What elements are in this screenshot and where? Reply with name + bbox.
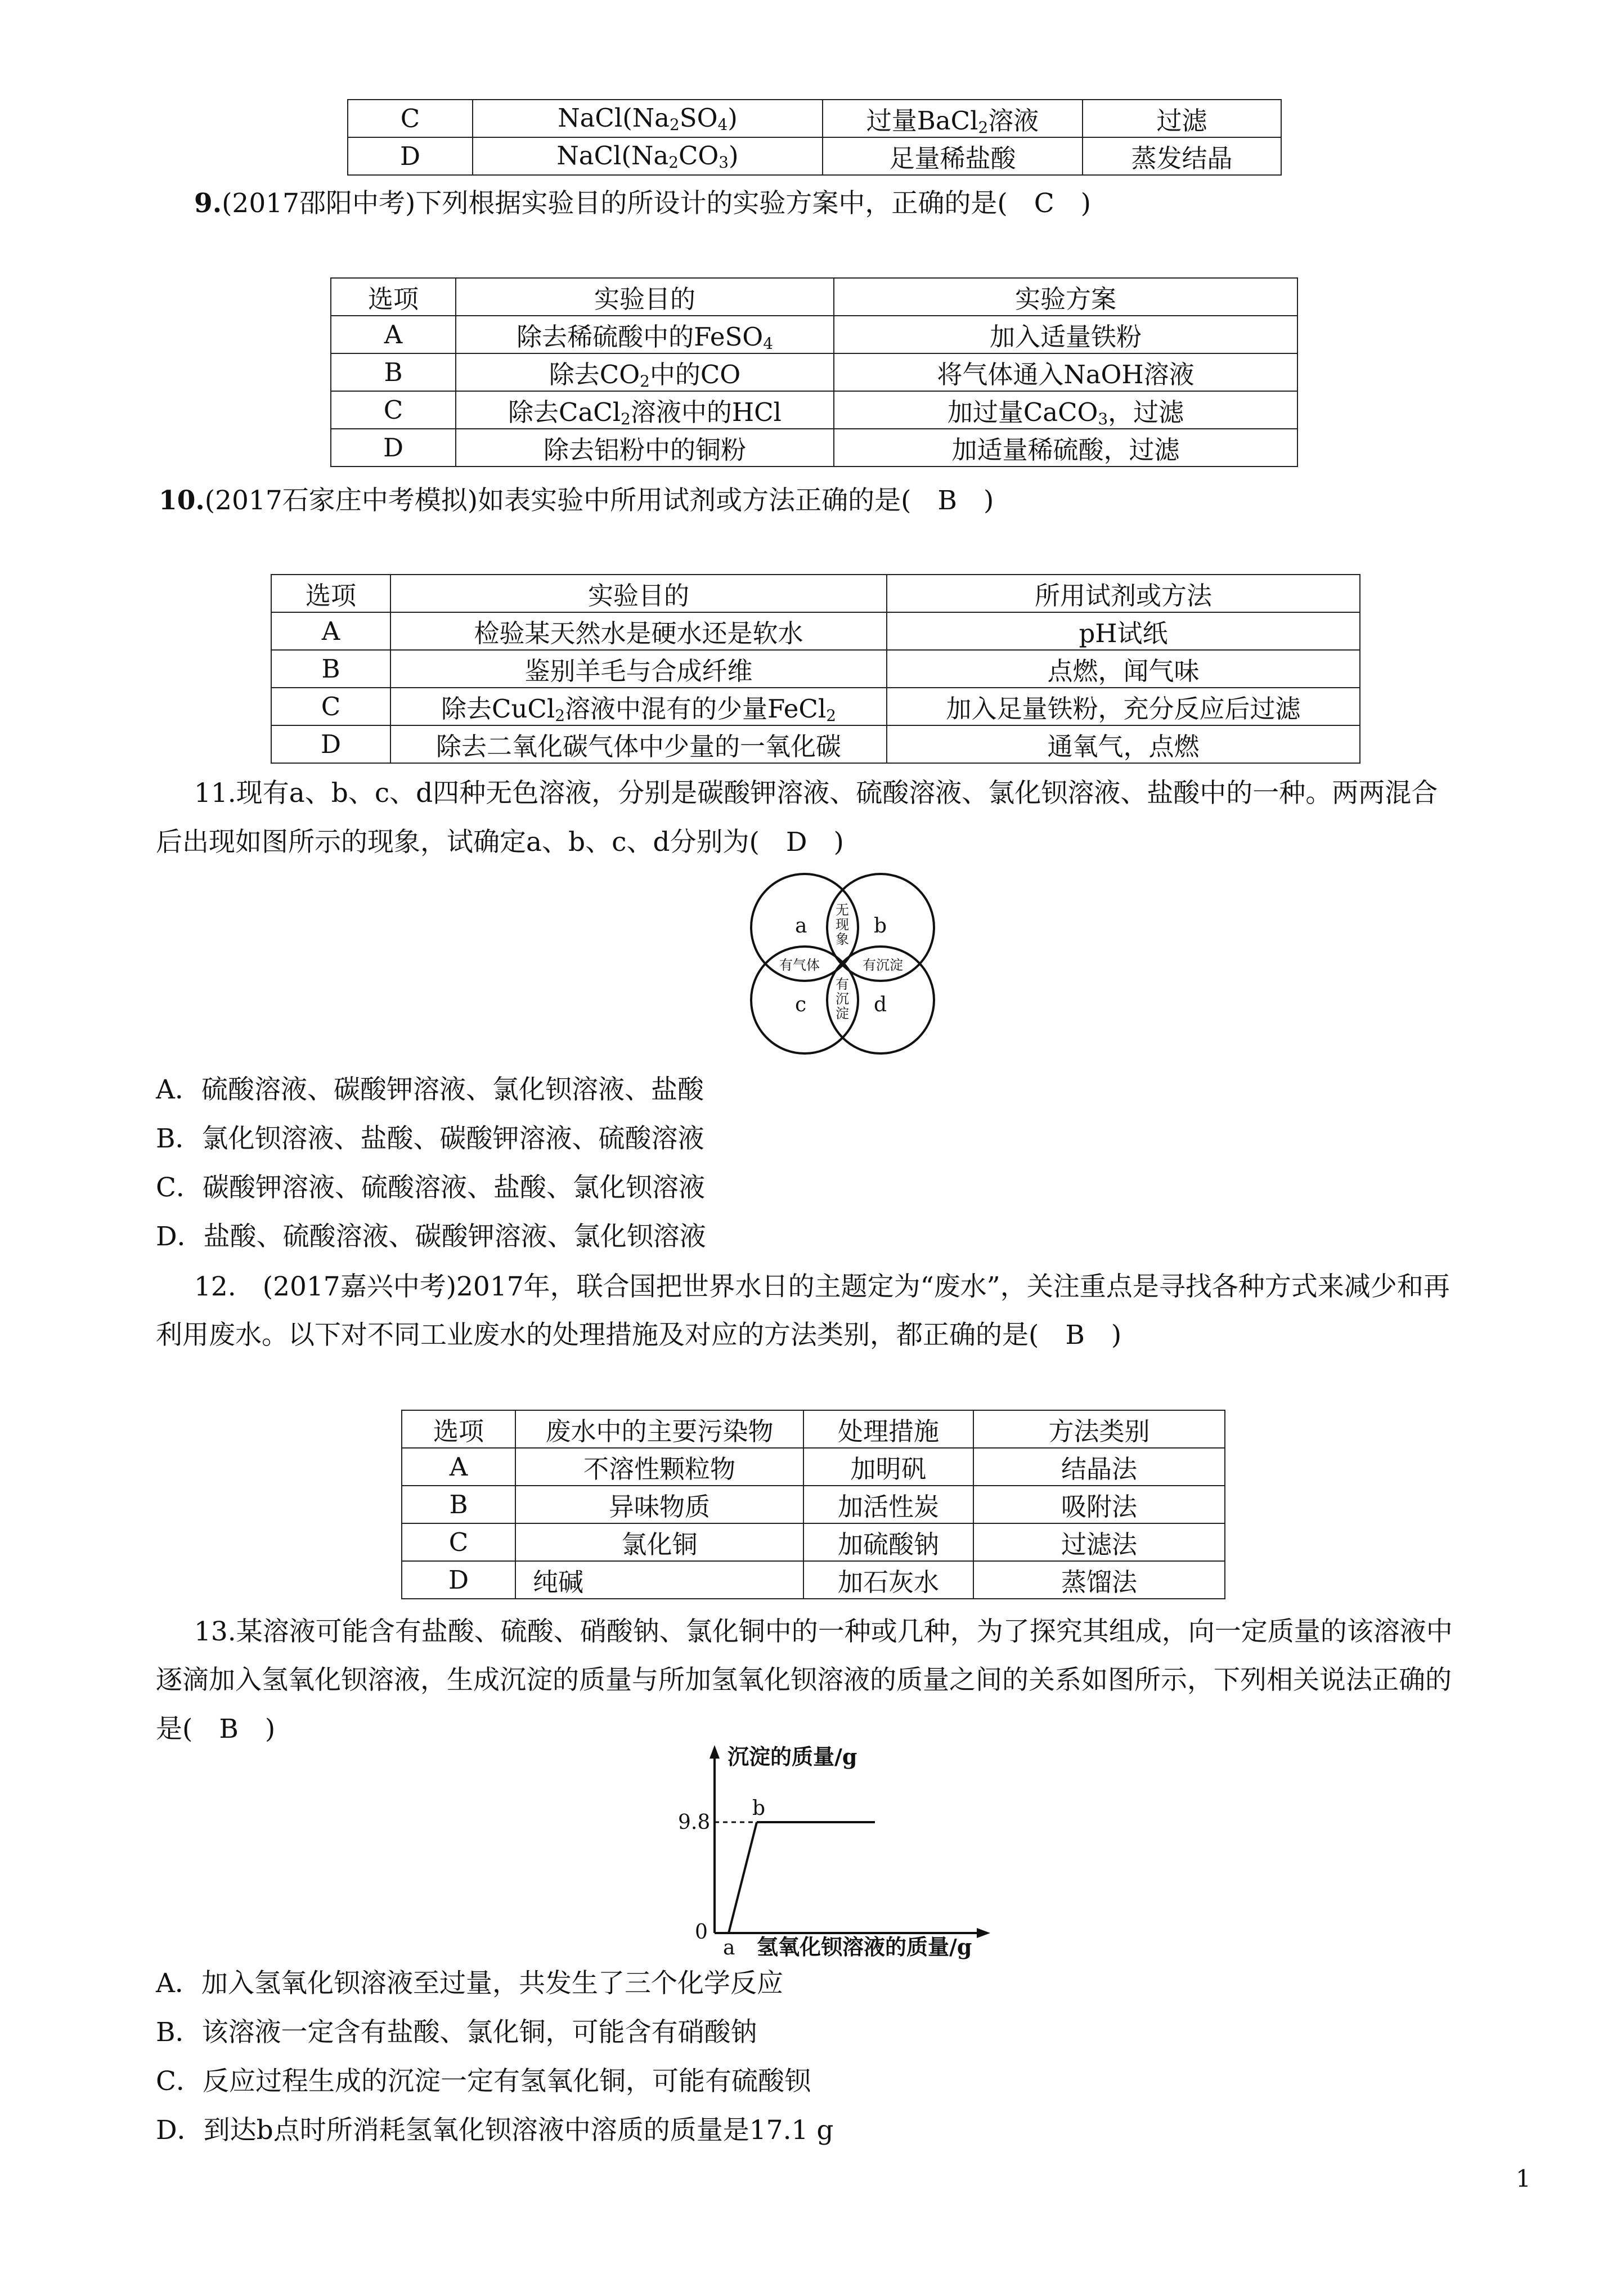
cd-relation-2: 沉 bbox=[836, 991, 849, 1007]
question-text: (2017邵阳中考)下列根据实验目的所设计的实验方案中，正确的是( C ) bbox=[222, 188, 1091, 219]
page-number: 1 bbox=[1516, 2165, 1531, 2192]
option-cell: A bbox=[402, 1448, 515, 1486]
purpose-cell: 除去铝粉中的铜粉 bbox=[456, 429, 834, 467]
substance-cell: $NaCl(Na_2CO_3)$ bbox=[473, 137, 823, 175]
option-cell: C bbox=[271, 688, 390, 725]
pollutant-cell: 异味物质 bbox=[515, 1486, 803, 1523]
cd-relation-3: 淀 bbox=[836, 1006, 849, 1021]
question-12-line-2: 利用废水。以下对不同工业废水的处理措施及对应的方法类别，都正确的是( B ) bbox=[156, 1320, 1122, 1351]
method-cell: pH试纸 bbox=[887, 612, 1360, 650]
option-cell: A bbox=[331, 316, 456, 353]
purpose-cell: 除去$CO_2$中的CO bbox=[456, 353, 834, 391]
ab-relation-2: 现 bbox=[836, 917, 849, 932]
rising-line bbox=[729, 1822, 757, 1933]
reagent-cell: 足量稀盐酸 bbox=[823, 137, 1083, 175]
question-12-line-1: 12. (2017嘉兴中考)2017年，联合国把世界水日的主题定为“废水”，关注重点是寻找各种方式来减少和再 bbox=[194, 1271, 1450, 1302]
table-header-row bbox=[402, 1410, 1225, 1448]
category-cell: 过滤法 bbox=[973, 1523, 1225, 1561]
purpose-cell: 检验某天然水是硬水还是软水 bbox=[390, 612, 887, 650]
question-13-line-2: 逐滴加入氢氧化钡溶液，生成沉淀的质量与所加氢氧化钡溶液的质量之间的关系如图所示，下列相关说法正确的 bbox=[156, 1665, 1452, 1696]
table-row bbox=[402, 1486, 1225, 1523]
pollutant-cell: 氯化铜 bbox=[515, 1523, 803, 1561]
table-row bbox=[331, 391, 1297, 429]
plan-cell: 将气体通入NaOH溶液 bbox=[834, 353, 1297, 391]
precipitate-graph bbox=[667, 1742, 1027, 1961]
header-cell: 实验目的 bbox=[456, 278, 834, 316]
plan-cell: 加入适量铁粉 bbox=[834, 316, 1297, 353]
table-row bbox=[271, 650, 1360, 688]
q12-table bbox=[401, 1410, 1225, 1599]
option-cell: C bbox=[402, 1523, 515, 1561]
q13-option-b: B．该溶液一定含有盐酸、氯化铜，可能含有硝酸钠 bbox=[156, 2017, 757, 2048]
header-cell: 选项 bbox=[271, 575, 390, 612]
question-text: (2017石家庄中考模拟)如表实验中所用试剂或方法正确的是( B ) bbox=[204, 485, 994, 516]
purpose-cell: 鉴别羊毛与合成纤维 bbox=[390, 650, 887, 688]
table-row bbox=[331, 429, 1297, 467]
y-axis-arrow-icon bbox=[710, 1745, 720, 1759]
option-cell: D bbox=[331, 429, 456, 467]
table-header-row bbox=[271, 575, 1360, 612]
y-tick-label: 9.8 bbox=[678, 1811, 711, 1834]
venn-diagram bbox=[746, 869, 942, 1061]
y-axis-label: 沉淀的质量/g bbox=[728, 1744, 857, 1769]
purpose-cell: 除去CuCl$_2$溶液中混有的少量FeCl$_2$ bbox=[390, 688, 887, 725]
method-cell: 点燃，闻气味 bbox=[887, 650, 1360, 688]
method-cell: 通氧气，点燃 bbox=[887, 725, 1360, 763]
header-cell: 所用试剂或方法 bbox=[887, 575, 1360, 612]
option-cell: B bbox=[402, 1486, 515, 1523]
measure-cell: 加活性炭 bbox=[803, 1486, 973, 1523]
purpose-cell: 除去二氧化碳气体中少量的一氧化碳 bbox=[390, 725, 887, 763]
question-number: 10. bbox=[159, 485, 205, 516]
q9-table bbox=[330, 277, 1298, 467]
q11-option-c: C．碳酸钾溶液、硫酸溶液、盐酸、氯化钡溶液 bbox=[156, 1172, 705, 1203]
question-13-line-1: 13.某溶液可能含有盐酸、硫酸、硝酸钠、氯化铜中的一种或几种，为了探究其组成，向一定质量的该溶液中 bbox=[194, 1616, 1453, 1647]
purpose-cell: 除去稀硫酸中的FeSO$_4$ bbox=[456, 316, 834, 353]
measure-cell: 加石灰水 bbox=[803, 1561, 973, 1599]
purpose-cell: 除去CaCl$_2$溶液中的HCl bbox=[456, 391, 834, 429]
option-cell: B bbox=[331, 353, 456, 391]
table-row bbox=[331, 316, 1297, 353]
q11-option-a: A．硫酸溶液、碳酸钾溶液、氯化钡溶液、盐酸 bbox=[156, 1074, 704, 1105]
reagent-cell: 过量BaCl$_2$溶液 bbox=[823, 100, 1083, 137]
label-a: a bbox=[795, 914, 807, 938]
substance-cell: $NaCl(Na_2SO_4)$ bbox=[473, 100, 823, 137]
option-cell: A bbox=[271, 612, 390, 650]
header-cell: 选项 bbox=[402, 1410, 515, 1448]
top-table bbox=[347, 99, 1282, 176]
question-11-line-2: 后出现如图所示的现象，试确定a、b、c、d分别为( D ) bbox=[156, 827, 844, 858]
table-row bbox=[402, 1448, 1225, 1486]
table-row bbox=[271, 688, 1360, 725]
option-cell: B bbox=[271, 650, 390, 688]
option-cell: D bbox=[271, 725, 390, 763]
plan-cell: 加适量稀硫酸，过滤 bbox=[834, 429, 1297, 467]
table-header-row bbox=[331, 278, 1297, 316]
question-11-line-1: 11.现有a、b、c、d四种无色溶液，分别是碳酸钾溶液、硫酸溶液、氯化钡溶液、盐酸中的一种。两两混合 bbox=[194, 778, 1438, 809]
table-row bbox=[271, 725, 1360, 763]
category-cell: 吸附法 bbox=[973, 1486, 1225, 1523]
ab-relation-3: 象 bbox=[836, 931, 849, 947]
option-cell: C bbox=[348, 100, 473, 137]
header-cell: 实验方案 bbox=[834, 278, 1297, 316]
pollutant-cell: 不溶性颗粒物 bbox=[515, 1448, 803, 1486]
measure-cell: 加硫酸钠 bbox=[803, 1523, 973, 1561]
point-b-label: b bbox=[752, 1797, 766, 1820]
table-row bbox=[348, 100, 1281, 137]
question-10 bbox=[159, 484, 994, 518]
q13-option-c: C．反应过程生成的沉淀一定有氢氧化铜，可能有硫酸钡 bbox=[156, 2066, 811, 2097]
option-cell: D bbox=[348, 137, 473, 175]
q10-table bbox=[271, 574, 1360, 764]
plan-cell: 加过量CaCO$_3$，过滤 bbox=[834, 391, 1297, 429]
header-cell: 方法类别 bbox=[973, 1410, 1225, 1448]
label-b: b bbox=[874, 914, 887, 938]
table-row bbox=[271, 612, 1360, 650]
header-cell: 废水中的主要污染物 bbox=[515, 1410, 803, 1448]
label-d: d bbox=[874, 993, 887, 1016]
q13-option-a: A．加入氢氧化钡溶液至过量，共发生了三个化学反应 bbox=[156, 1968, 783, 1999]
header-cell: 实验目的 bbox=[390, 575, 887, 612]
measure-cell: 加明矾 bbox=[803, 1448, 973, 1486]
table-row bbox=[348, 137, 1281, 175]
method-cell: 蒸发结晶 bbox=[1083, 137, 1281, 175]
table-row bbox=[402, 1561, 1225, 1599]
header-cell: 处理措施 bbox=[803, 1410, 973, 1448]
q11-option-d: D．盐酸、硫酸溶液、碳酸钾溶液、氯化钡溶液 bbox=[156, 1221, 706, 1252]
ab-relation-1: 无 bbox=[836, 902, 849, 918]
label-c: c bbox=[795, 993, 807, 1016]
bd-relation: 有沉淀 bbox=[863, 957, 903, 973]
q13-option-d: D．到达b点时所消耗氢氧化钡溶液中溶质的质量是17.1 g bbox=[156, 2115, 834, 2146]
table-row bbox=[331, 353, 1297, 391]
option-cell: C bbox=[331, 391, 456, 429]
table-row bbox=[402, 1523, 1225, 1561]
question-9 bbox=[194, 187, 1091, 221]
q11-option-b: B．氯化钡溶液、盐酸、碳酸钾溶液、硫酸溶液 bbox=[156, 1123, 704, 1154]
ac-relation: 有气体 bbox=[779, 957, 820, 973]
category-cell: 蒸馏法 bbox=[973, 1561, 1225, 1599]
header-cell: 选项 bbox=[331, 278, 456, 316]
category-cell: 结晶法 bbox=[973, 1448, 1225, 1486]
method-cell: 加入足量铁粉，充分反应后过滤 bbox=[887, 688, 1360, 725]
point-a-label: a bbox=[723, 1936, 735, 1959]
origin-label: 0 bbox=[695, 1921, 708, 1944]
question-13-line-3: 是( B ) bbox=[156, 1714, 276, 1745]
x-axis-label: 氢氧化钡溶液的质量/g bbox=[757, 1934, 972, 1959]
method-cell: 过滤 bbox=[1083, 100, 1281, 137]
cd-relation-1: 有 bbox=[836, 976, 849, 992]
option-cell: D bbox=[402, 1561, 515, 1599]
question-number: 9. bbox=[194, 188, 222, 219]
x-axis-arrow-icon bbox=[977, 1928, 990, 1938]
pollutant-cell: 纯碱 bbox=[515, 1561, 803, 1599]
